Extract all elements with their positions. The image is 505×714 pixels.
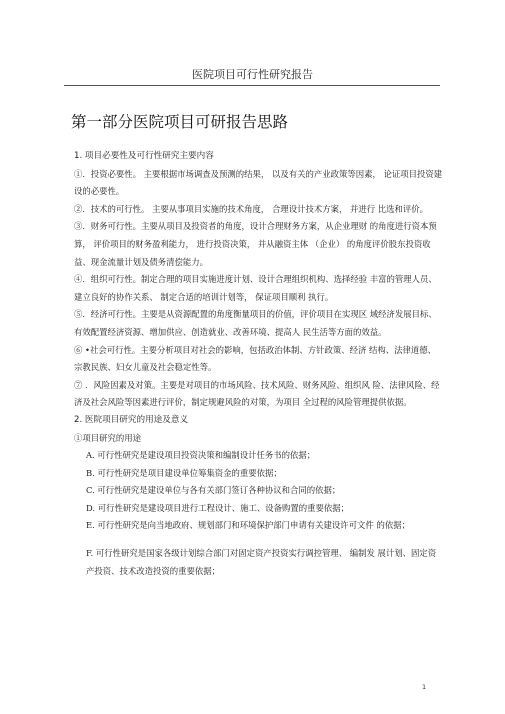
part-title: 第一部分医院项目可研报告思路 — [71, 113, 289, 131]
paragraph-risk-factors: ⑦ ．风险因素及对策。主要是对项目的市场风险、技术风险、财务风险、组织风 险、法律风险、经济及社会风险等因素进行评价，制定规避风险的对策，为项目 全过程的风险管理提供依据。 — [74, 379, 440, 408]
section-1-title: 1. 项目必要性及可行性研究主要内容 — [74, 151, 214, 161]
spacer — [74, 535, 444, 545]
section-2-subtitle: ①项目研究的用途 — [74, 432, 141, 443]
paragraph-technical-feasibility: ②．技术的可行性。 主要从事项目实施的技术角度， 合理设计技术方案， 并进行 比选和评价。 — [74, 203, 429, 214]
paragraph-investment-necessity: ①．投资必要性。 主要根据市场调查及预测的结果， 以及有关的产业政策等因素， 论证项目投资建设的必要性。 — [74, 168, 443, 197]
page-number: 1 — [422, 683, 427, 691]
list-item-c: C. 可行性研究是建设单位与各有关部门签订各种协议和合同的依据； — [86, 485, 341, 496]
paragraph-financial-feasibility: ③．财务可行性。主要从项目及投资者的角度，设计合理财务方案，从企业理财 的角度进行资本预算， 评价项目的财务盈利能力， 进行投资决策， 并从融资主体 （企业） 的角度评价股东投资收益、现金流量计划及债务清偿能力。 — [74, 221, 437, 267]
list-item-f: F. 可行性研究是国家各级计划综合部门对固定资产投资实行调控管理、 编制发 展计划、固定资产投资、技术改造投资的重要依据； — [86, 548, 437, 576]
list-item-e: E. 可行性研究是向当地政府、规划部门和环境保护部门申请有关建设许可文件 的依据； — [86, 520, 410, 531]
list-item-a: A. 可行性研究是建设项目投资决策和编制设计任务书的依据； — [86, 450, 316, 461]
document-body — [74, 148, 444, 580]
header-divider — [64, 85, 440, 86]
paragraph-organizational-feasibility: ④．组织可行性。制定合理的项目实施进度计划、设计合理组织机构、选择经验 丰富的管理人员、 建立良好的协作关系、 制定合适的培训计划等， 保证项目顺利 执行。 — [74, 274, 437, 302]
paragraph-social-feasibility: ⑥ •社会可行性。主要分析项目对社会的影响，包括政治体制、方针政策、经济 结构、法律道德、宗教民族、妇女儿童及社会稳定性等。 — [74, 344, 437, 373]
paragraph-economic-feasibility: ⑤．经济可行性。主要是从资源配置的角度衡量项目的价值，评价项目在实现区 域经济发展目标、有效配置经济资源、增加供应、创造就业、改善环境、提高人 民生活等方面的效益。 — [74, 309, 437, 337]
list-item-d: D. 可行性研究是建设项目进行工程设计、施工、设备购置的重要依据； — [86, 502, 349, 513]
list-item-b: B. 可行性研究是项目建设单位筹集资金的重要依据； — [86, 467, 282, 478]
section-2-title: 2. 医院项目研究的用途及意义 — [74, 414, 189, 425]
running-header-title: 医院项目可行性研究报告 — [192, 68, 313, 81]
